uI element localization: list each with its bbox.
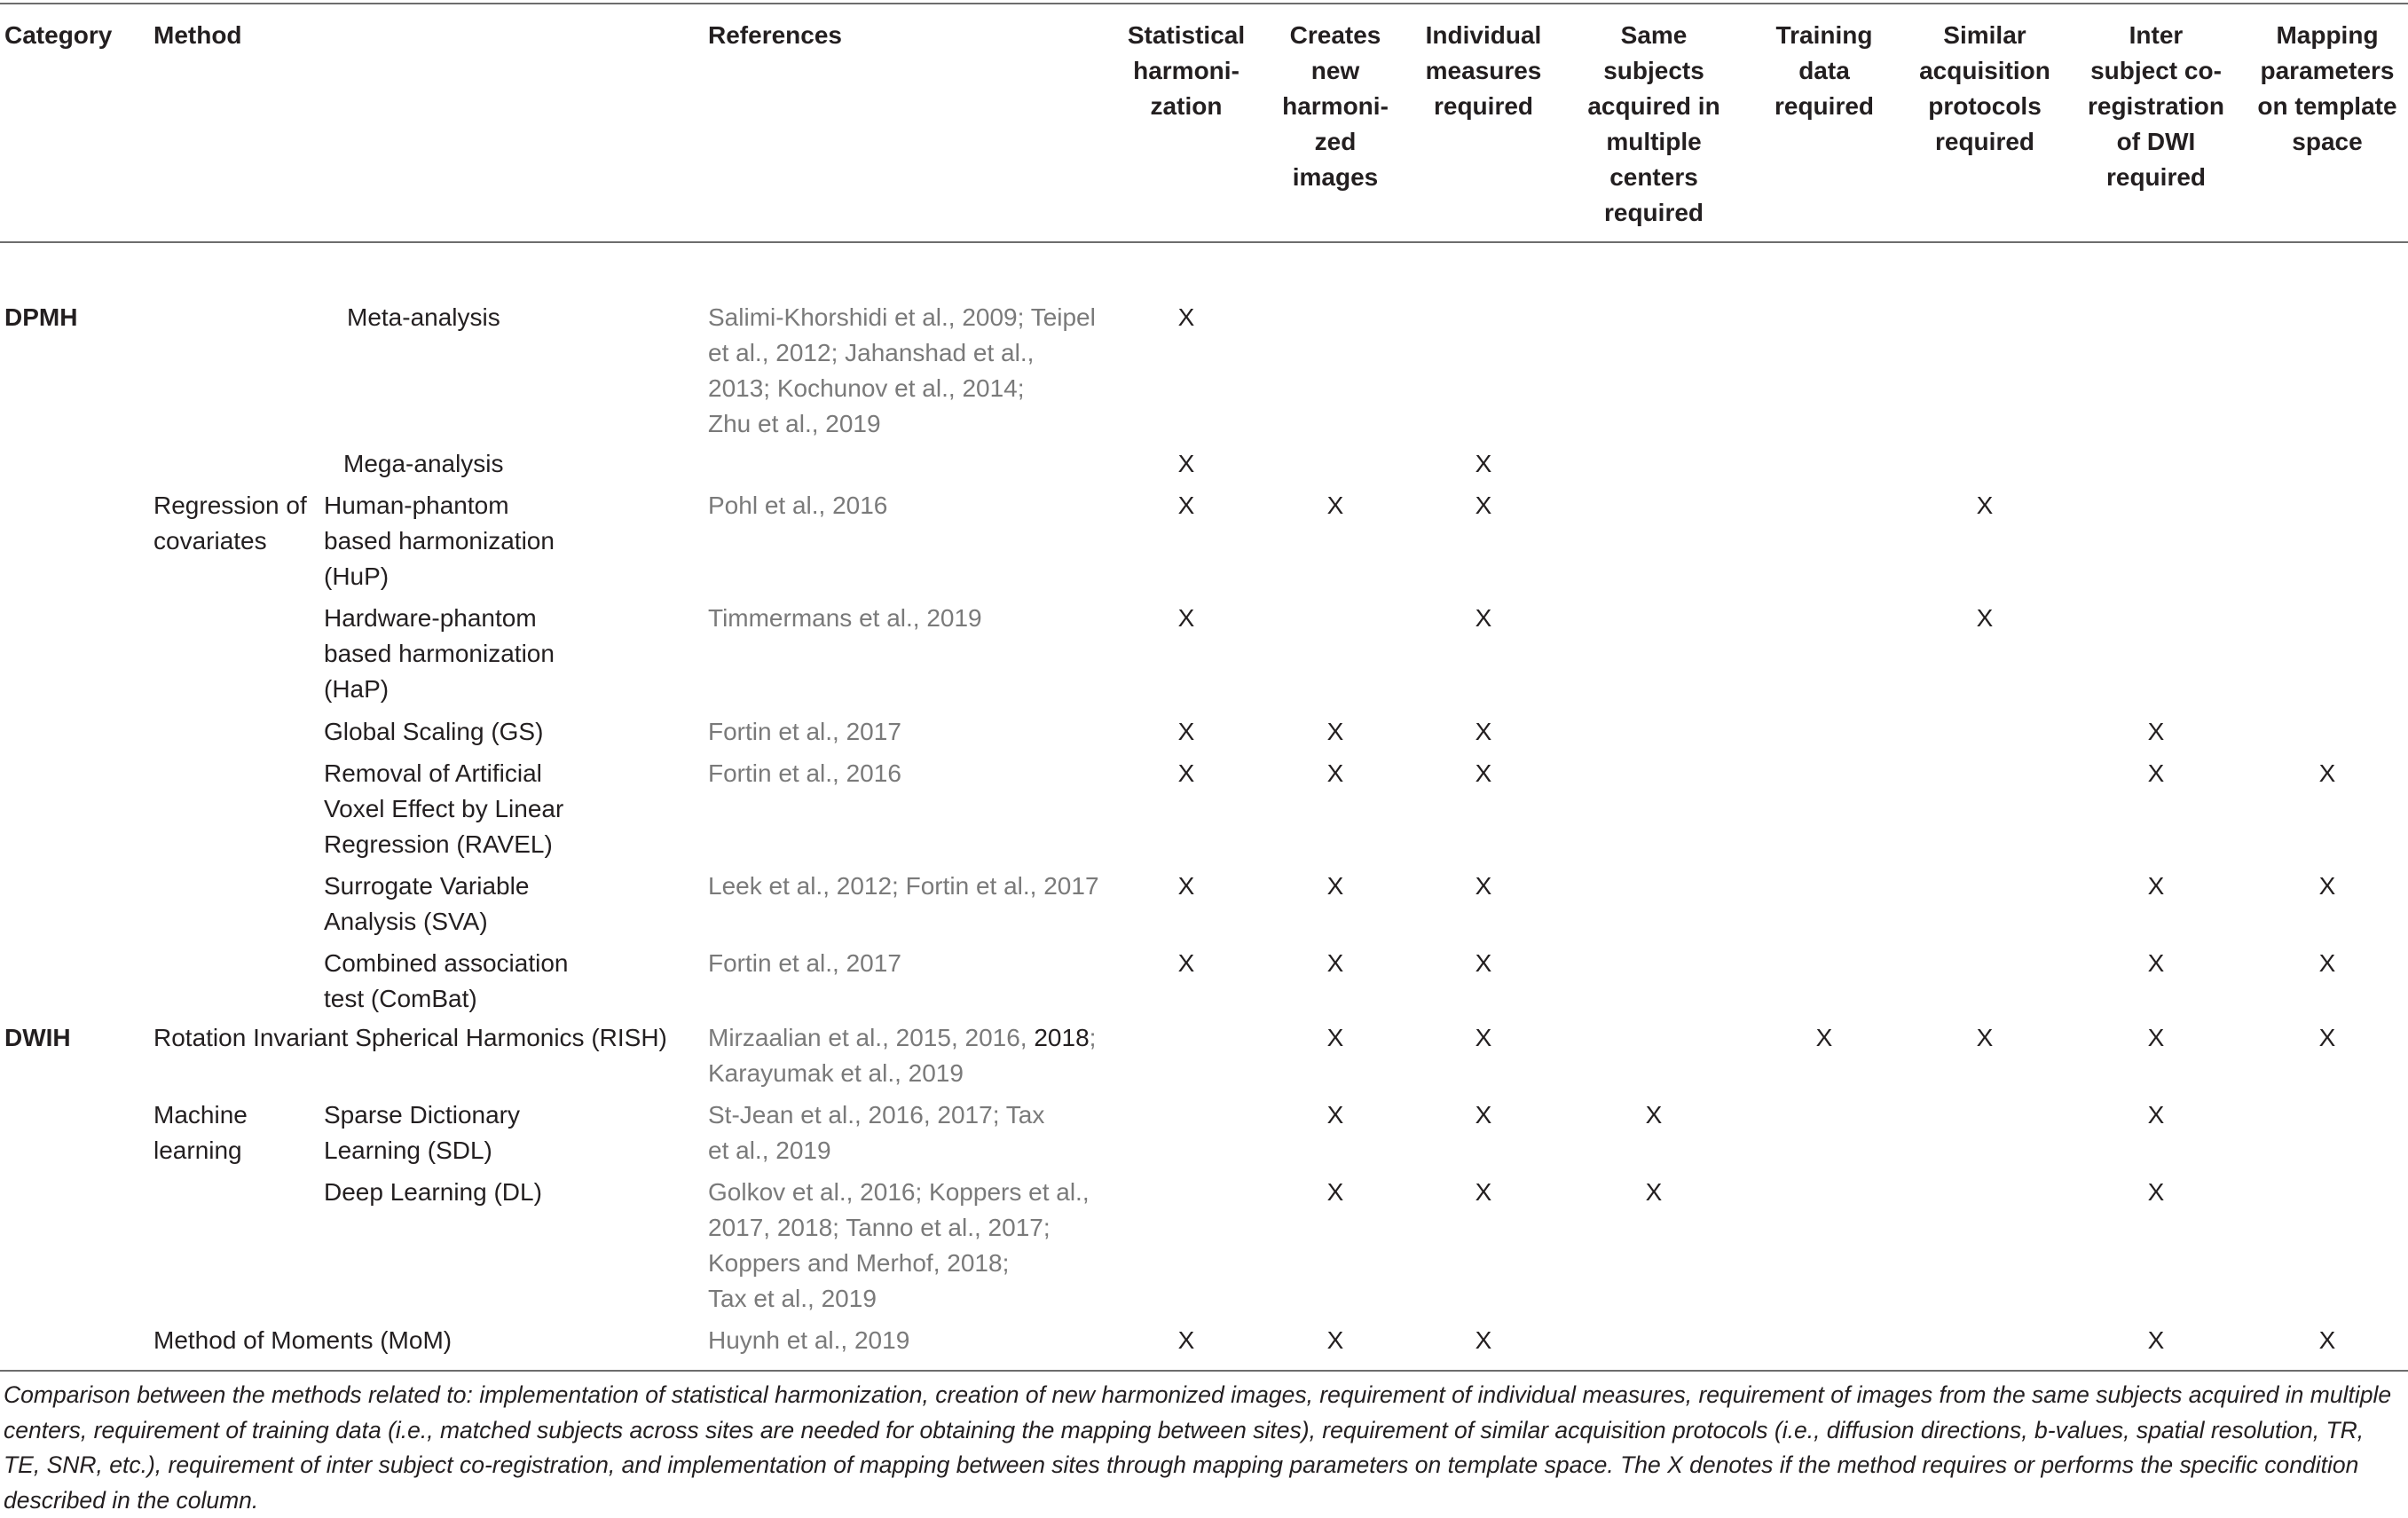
mark-x: X <box>2147 1024 2165 1051</box>
reference-link[interactable]: Jahanshad et al., 2013 <box>708 339 1035 402</box>
reference-link[interactable]: Koppers and Merhof, 2018 <box>708 1249 1003 1277</box>
reference-separator: , <box>923 1101 938 1129</box>
reference-separator: ; <box>1043 1214 1051 1241</box>
mark-x: X <box>1326 1326 1344 1354</box>
mark-x: X <box>1475 1326 1492 1354</box>
reference-link[interactable]: Fortin et al., 2017 <box>905 872 1099 900</box>
mark-x: X <box>2318 1024 2336 1051</box>
mark-x: X <box>2318 949 2336 977</box>
reference-link[interactable]: Karayumak et al., 2019 <box>708 1059 964 1087</box>
header-mapping-parameters: Mapping parameters on template space <box>2257 21 2397 155</box>
reference-link[interactable]: 2018 <box>1034 1024 1090 1051</box>
reference-link[interactable]: Timmermans et al., 2019 <box>708 604 982 632</box>
reference-separator: , <box>950 1024 965 1051</box>
reference-link[interactable]: Pohl et al., 2016 <box>708 492 888 519</box>
reference-link[interactable]: Huynh et al., 2019 <box>708 1326 910 1354</box>
reference-link[interactable]: 2018 <box>776 1214 833 1241</box>
reference-separator: ; <box>892 872 906 900</box>
mark-x: X <box>1326 872 1344 900</box>
mark-x: X <box>1177 303 1195 331</box>
mark-x: X <box>1475 492 1492 519</box>
mark-x: X <box>2318 1326 2336 1354</box>
mark-x: X <box>1326 1178 1344 1206</box>
mark-x: X <box>2318 872 2336 900</box>
reference-link[interactable]: Leek et al., 2012 <box>708 872 893 900</box>
method-hap: Hardware-phantom based harmonization (HaP) <box>324 604 555 703</box>
method-mega-analysis: Mega-analysis <box>343 450 504 477</box>
method-sdl: Sparse Dictionary Learning (SDL) <box>324 1101 520 1164</box>
mark-x: X <box>1177 604 1195 632</box>
table-bottom-rule <box>0 1370 2408 1372</box>
reference-separator: ; <box>830 339 846 366</box>
mark-x: X <box>1177 949 1195 977</box>
reference-link[interactable]: Tax et al., 2019 <box>708 1285 877 1312</box>
reference-link[interactable]: Zhu et al., 2019 <box>708 410 881 437</box>
mark-x: X <box>1645 1101 1663 1129</box>
references-sdl <box>708 1097 1044 1168</box>
references-mom <box>708 1323 909 1358</box>
mark-x: X <box>1475 450 1492 477</box>
references-combat <box>708 946 901 981</box>
mark-x: X <box>1976 1024 1994 1051</box>
reference-separator: ; <box>1002 1249 1010 1277</box>
table-top-rule <box>0 3 2408 4</box>
header-creates-new-images: Creates new harmoni- zed images <box>1282 21 1389 191</box>
reference-link[interactable]: Mirzaalian et al., 2015 <box>708 1024 951 1051</box>
mark-x: X <box>1177 759 1195 787</box>
mark-x: X <box>1475 718 1492 745</box>
references-gs <box>708 714 901 750</box>
reference-separator: ; <box>1089 1024 1097 1051</box>
header-references: References <box>708 21 842 49</box>
reference-link[interactable]: Koppers et al., 2017 <box>708 1178 1090 1241</box>
reference-link[interactable]: Salimi-Khorshidi et al., 2009 <box>708 303 1018 331</box>
reference-link[interactable]: Teipel et al., 2012 <box>708 303 1096 366</box>
mark-x: X <box>2147 949 2165 977</box>
header-same-subjects: Same subjects acquired in multiple centers required <box>1587 21 1720 226</box>
mark-x: X <box>1475 872 1492 900</box>
references-sva <box>708 869 1099 904</box>
references-dl <box>708 1175 1090 1317</box>
mark-x: X <box>1177 492 1195 519</box>
reference-link[interactable]: Golkov et al., 2016 <box>708 1178 916 1206</box>
method-ravel: Removal of Artificial Voxel Effect by Linear Regression (RAVEL) <box>324 759 564 858</box>
reference-separator: ; <box>1017 303 1031 331</box>
header-bottom-rule <box>0 241 2408 243</box>
references-rish <box>708 1020 1096 1091</box>
header-training-data: Training data required <box>1774 21 1875 120</box>
mark-x: X <box>1976 492 1994 519</box>
mark-x: X <box>1326 759 1344 787</box>
reference-link[interactable]: Fortin et al., 2017 <box>708 949 901 977</box>
reference-link[interactable]: 2016 <box>964 1024 1020 1051</box>
reference-separator: , <box>1019 1024 1035 1051</box>
mark-x: X <box>1475 1101 1492 1129</box>
reference-separator: , <box>763 1214 777 1241</box>
reference-link[interactable]: Tax et al., 2019 <box>708 1101 1045 1164</box>
references-meta-analysis <box>708 300 1096 442</box>
header-similar-protocols: Similar acquisition protocols required <box>1919 21 2050 155</box>
mark-x: X <box>1976 604 1994 632</box>
mark-x: X <box>1177 718 1195 745</box>
references-hap <box>708 601 982 636</box>
method-gs: Global Scaling (GS) <box>324 718 544 745</box>
reference-link[interactable]: Fortin et al., 2016 <box>708 759 901 787</box>
mark-x: X <box>2147 718 2165 745</box>
method-combat: Combined association test (ComBat) <box>324 949 569 1012</box>
reference-link[interactable]: St-Jean et al., 2016 <box>708 1101 924 1129</box>
mark-x: X <box>1326 949 1344 977</box>
header-individual-measures: Individual measures required <box>1425 21 1542 120</box>
mark-x: X <box>2147 1178 2165 1206</box>
header-inter-subject-coregistration: Inter subject co- registration of DWI required <box>2087 21 2225 191</box>
category-dpmh: DPMH <box>4 303 78 331</box>
method-hup: Human-phantom based harmonization (HuP) <box>324 492 555 590</box>
reference-separator: ; <box>992 1101 1006 1129</box>
table-caption: Comparison between the methods related to: implementation of statistical harmonization, creation of new harmonized images, requirement of individual measures, requirement of images from the same subjects acquired in multiple centers, requirement of training data (i.e., matched subjects across sites are needed for obtaining the mapping between sites), requirement of similar acquisition protocols (i.e., diffusion directions, b-values, spatial resolution, TR, TE, SNR, etc.), requirement of inter subject co-registration, and implementation of mapping between sites through mapping parameters on template space. The X denotes if the method requires or performs the specific condition described in the column. <box>4 1381 2392 1514</box>
mark-x: X <box>1326 492 1344 519</box>
reference-separator: ; <box>832 1214 846 1241</box>
method-rish: Rotation Invariant Spherical Harmonics (RISH) <box>153 1024 667 1051</box>
mark-x: X <box>1475 604 1492 632</box>
mark-x: X <box>2147 872 2165 900</box>
reference-separator: ; <box>763 374 777 402</box>
reference-link[interactable]: Kochunov et al., 2014 <box>776 374 1018 402</box>
category-dwih: DWIH <box>4 1024 71 1051</box>
mark-x: X <box>2147 759 2165 787</box>
mark-x: X <box>1645 1178 1663 1206</box>
method-mom: Method of Moments (MoM) <box>153 1326 452 1354</box>
group-regression-of-covariates: Regression of covariates <box>153 492 307 555</box>
mark-x: X <box>1815 1024 1833 1051</box>
mark-x: X <box>1326 1024 1344 1051</box>
method-dl: Deep Learning (DL) <box>324 1178 542 1206</box>
header-statistical-harmonization: Statistical harmoni- zation <box>1127 21 1246 120</box>
mark-x: X <box>1326 718 1344 745</box>
reference-link[interactable]: Fortin et al., 2017 <box>708 718 901 745</box>
header-category: Category <box>4 21 113 49</box>
group-machine-learning: Machine learning <box>153 1101 248 1164</box>
reference-link[interactable]: Tanno et al., 2017 <box>846 1214 1043 1241</box>
references-ravel <box>708 756 901 791</box>
mark-x: X <box>1326 1101 1344 1129</box>
mark-x: X <box>1475 759 1492 787</box>
method-sva: Surrogate Variable Analysis (SVA) <box>324 872 530 935</box>
reference-link[interactable]: 2017 <box>937 1101 993 1129</box>
mark-x: X <box>2318 759 2336 787</box>
reference-separator: ; <box>1017 374 1025 402</box>
mark-x: X <box>1475 949 1492 977</box>
reference-separator: ; <box>915 1178 930 1206</box>
mark-x: X <box>1177 1326 1195 1354</box>
mark-x: X <box>1177 450 1195 477</box>
mark-x: X <box>2147 1101 2165 1129</box>
mark-x: X <box>1177 872 1195 900</box>
mark-x: X <box>1475 1024 1492 1051</box>
mark-x: X <box>2147 1326 2165 1354</box>
header-method: Method <box>153 21 242 49</box>
mark-x: X <box>1475 1178 1492 1206</box>
references-hup <box>708 488 887 523</box>
method-meta-analysis: Meta-analysis <box>347 303 500 331</box>
